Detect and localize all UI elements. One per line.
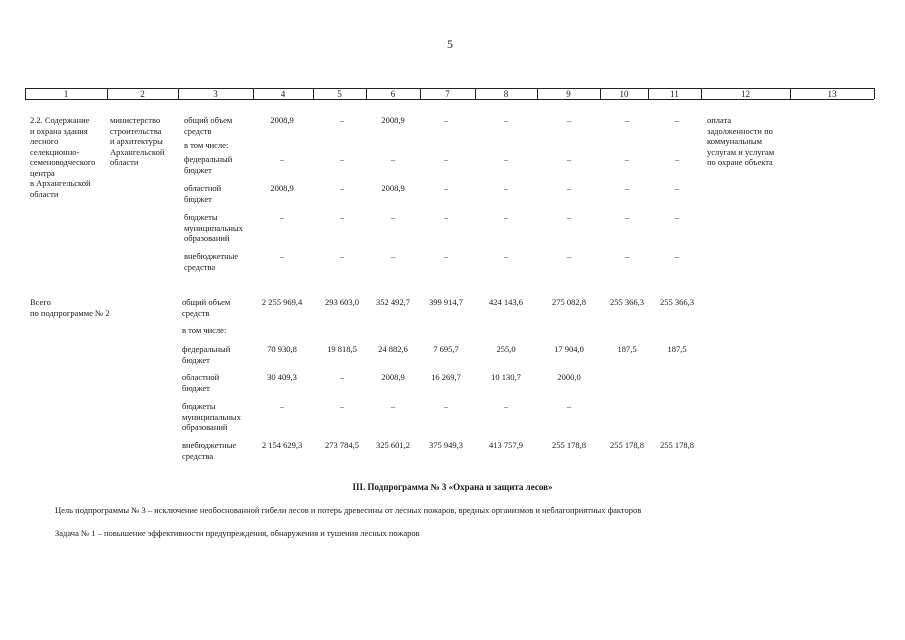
table-cell-value: –: [390, 212, 396, 222]
table-cell-value: –: [503, 401, 509, 411]
header-column-number: 10: [619, 89, 629, 99]
table-cell-value: –: [503, 183, 509, 193]
header-column-number: 11: [670, 89, 679, 99]
task-text: Задача № 1 – повышение эффективности предупреждения, обнаружения и тушения лесных пожаров: [55, 528, 420, 538]
funding-source-label: внебюджетные средства: [182, 440, 237, 461]
header-divider: [475, 88, 476, 99]
header-column-number: 2: [140, 89, 145, 99]
table-cell-value: –: [339, 372, 345, 382]
table-cell-value: 293 603,0: [325, 297, 359, 307]
header-column-number: 9: [566, 89, 571, 99]
funding-source-label: областной бюджет: [182, 372, 220, 393]
header-divider: [537, 88, 538, 99]
table-cell-value: –: [339, 183, 345, 193]
table-cell-value: –: [390, 401, 396, 411]
table-cell-value: 17 904,0: [554, 344, 584, 354]
table-cell-value: 2000,0: [557, 372, 581, 382]
table-cell-value: –: [443, 212, 449, 222]
table-cell-value: –: [503, 251, 509, 261]
activity-name: 2.2. Содержание и охрана здания лесного селекционно- семеноводческого центра в Архангельской области: [30, 115, 96, 199]
header-divider: [648, 88, 649, 99]
table-cell-value: 10 130,7: [491, 372, 521, 382]
funding-source-label: в том числе:: [184, 140, 229, 150]
header-divider: [874, 88, 875, 99]
table-cell-value: 187,5: [667, 344, 687, 354]
header-divider: [420, 88, 421, 99]
table-cell-value: –: [503, 115, 509, 125]
table-cell-value: 7 695,7: [433, 344, 459, 354]
table-cell-value: 255 178,8: [552, 440, 586, 450]
page-number: 5: [447, 37, 453, 51]
table-cell-value: –: [443, 251, 449, 261]
table-cell-value: –: [566, 251, 572, 261]
expected-result: оплата задолженности по коммунальным услугам и услугам по охране объекта: [707, 115, 775, 167]
table-cell-value: 2008,9: [381, 372, 405, 382]
table-cell-value: –: [566, 115, 572, 125]
header-column-number: 13: [827, 89, 837, 99]
funding-source-label: общий объем средств: [184, 115, 233, 136]
header-column-number: 3: [213, 89, 218, 99]
table-cell-value: 273 784,5: [325, 440, 359, 450]
header-divider: [107, 88, 108, 99]
table-cell-value: 352 492,7: [376, 297, 410, 307]
table-cell-value: 424 143,6: [489, 297, 523, 307]
funding-source-label: в том числе:: [182, 325, 227, 335]
table-cell-value: 2 154 629,3: [261, 440, 303, 450]
table-cell-value: –: [566, 212, 572, 222]
table-cell-value: –: [390, 251, 396, 261]
table-cell-value: –: [674, 251, 680, 261]
table-cell-value: 255 178,8: [610, 440, 644, 450]
table-cell-value: –: [674, 115, 680, 125]
table-cell-value: 30 409,3: [267, 372, 297, 382]
header-divider: [790, 88, 791, 99]
table-cell-value: 413 757,9: [489, 440, 523, 450]
header-column-number: 5: [337, 89, 342, 99]
header-divider: [178, 88, 179, 99]
funding-source-label: внебюджетные средства: [184, 251, 239, 272]
total-subprogram-label: Всего по подпрограмме № 2: [30, 297, 110, 318]
table-cell-value: –: [339, 251, 345, 261]
table-cell-value: –: [674, 212, 680, 222]
header-divider: [701, 88, 702, 99]
table-cell-value: 2 255 969,4: [261, 297, 303, 307]
table-cell-value: 2008,9: [381, 115, 405, 125]
table-cell-value: –: [339, 154, 345, 164]
table-cell-value: –: [624, 212, 630, 222]
table-cell-value: –: [339, 115, 345, 125]
header-bottom-border: [25, 99, 874, 100]
header-column-number: 6: [390, 89, 396, 99]
table-cell-value: –: [339, 212, 345, 222]
table-cell-value: 2008,9: [270, 183, 294, 193]
header-column-number: 7: [445, 89, 450, 99]
table-cell-value: 19 818,5: [327, 344, 357, 354]
table-cell-value: –: [443, 401, 449, 411]
header-divider: [600, 88, 601, 99]
funding-source-label: бюджеты муниципальных образований: [184, 212, 243, 243]
table-cell-value: –: [279, 251, 285, 261]
table-cell-value: 375 949,3: [429, 440, 463, 450]
header-column-number: 8: [503, 89, 509, 99]
funding-source-label: федеральный бюджет: [184, 154, 233, 175]
table-cell-value: 325 601,2: [376, 440, 410, 450]
table-cell-value: –: [503, 154, 509, 164]
table-cell-value: 2008,9: [381, 183, 405, 193]
table-cell-value: 255 366,3: [660, 297, 694, 307]
table-cell-value: –: [279, 154, 285, 164]
table-cell-value: –: [390, 154, 396, 164]
table-cell-value: 70 930,8: [267, 344, 297, 354]
table-cell-value: 2008,9: [270, 115, 294, 125]
executor-name: министерство строительства и архитектуры Архангельской области: [110, 115, 165, 167]
table-cell-value: –: [566, 183, 572, 193]
header-column-number: 1: [63, 89, 69, 99]
table-cell-value: –: [624, 115, 630, 125]
funding-source-label: федеральный бюджет: [182, 344, 231, 365]
table-cell-value: –: [503, 212, 509, 222]
table-cell-value: 16 269,7: [431, 372, 461, 382]
table-cell-value: –: [624, 154, 630, 164]
table-cell-value: 24 882,6: [378, 344, 408, 354]
table-cell-value: –: [624, 251, 630, 261]
funding-source-label: бюджеты муниципальных образований: [182, 401, 241, 432]
table-cell-value: –: [279, 401, 285, 411]
table-cell-value: 255 366,3: [610, 297, 644, 307]
table-cell-value: –: [443, 183, 449, 193]
table-cell-value: 275 082,8: [552, 297, 586, 307]
table-cell-value: 255,0: [496, 344, 516, 354]
header-column-number: 4: [280, 89, 286, 99]
table-cell-value: –: [279, 212, 285, 222]
header-divider: [253, 88, 254, 99]
subprogram-title: III. Подпрограмма № 3 «Охрана и защита лесов»: [352, 482, 553, 492]
table-cell-value: 187,5: [617, 344, 637, 354]
table-cell-value: –: [674, 154, 680, 164]
table-cell-value: –: [566, 154, 572, 164]
funding-source-label: общий объем средств: [182, 297, 231, 318]
table-cell-value: –: [443, 154, 449, 164]
table-cell-value: –: [566, 401, 572, 411]
table-cell-value: –: [624, 183, 630, 193]
table-cell-value: –: [443, 115, 449, 125]
funding-source-label: областной бюджет: [184, 183, 222, 204]
table-cell-value: 255 178,8: [660, 440, 694, 450]
goal-text: Цель подпрограммы № 3 – исключение необоснованной гибели лесов и потерь древесины от лесных пожаров, вредных организмов и неблагоприятных факторов: [55, 505, 642, 515]
table-cell-value: –: [674, 183, 680, 193]
table-cell-value: –: [339, 401, 345, 411]
header-divider: [313, 88, 314, 99]
table-cell-value: 399 914,7: [429, 297, 463, 307]
header-divider: [25, 88, 26, 99]
header-divider: [366, 88, 367, 99]
header-column-number: 12: [741, 89, 750, 99]
